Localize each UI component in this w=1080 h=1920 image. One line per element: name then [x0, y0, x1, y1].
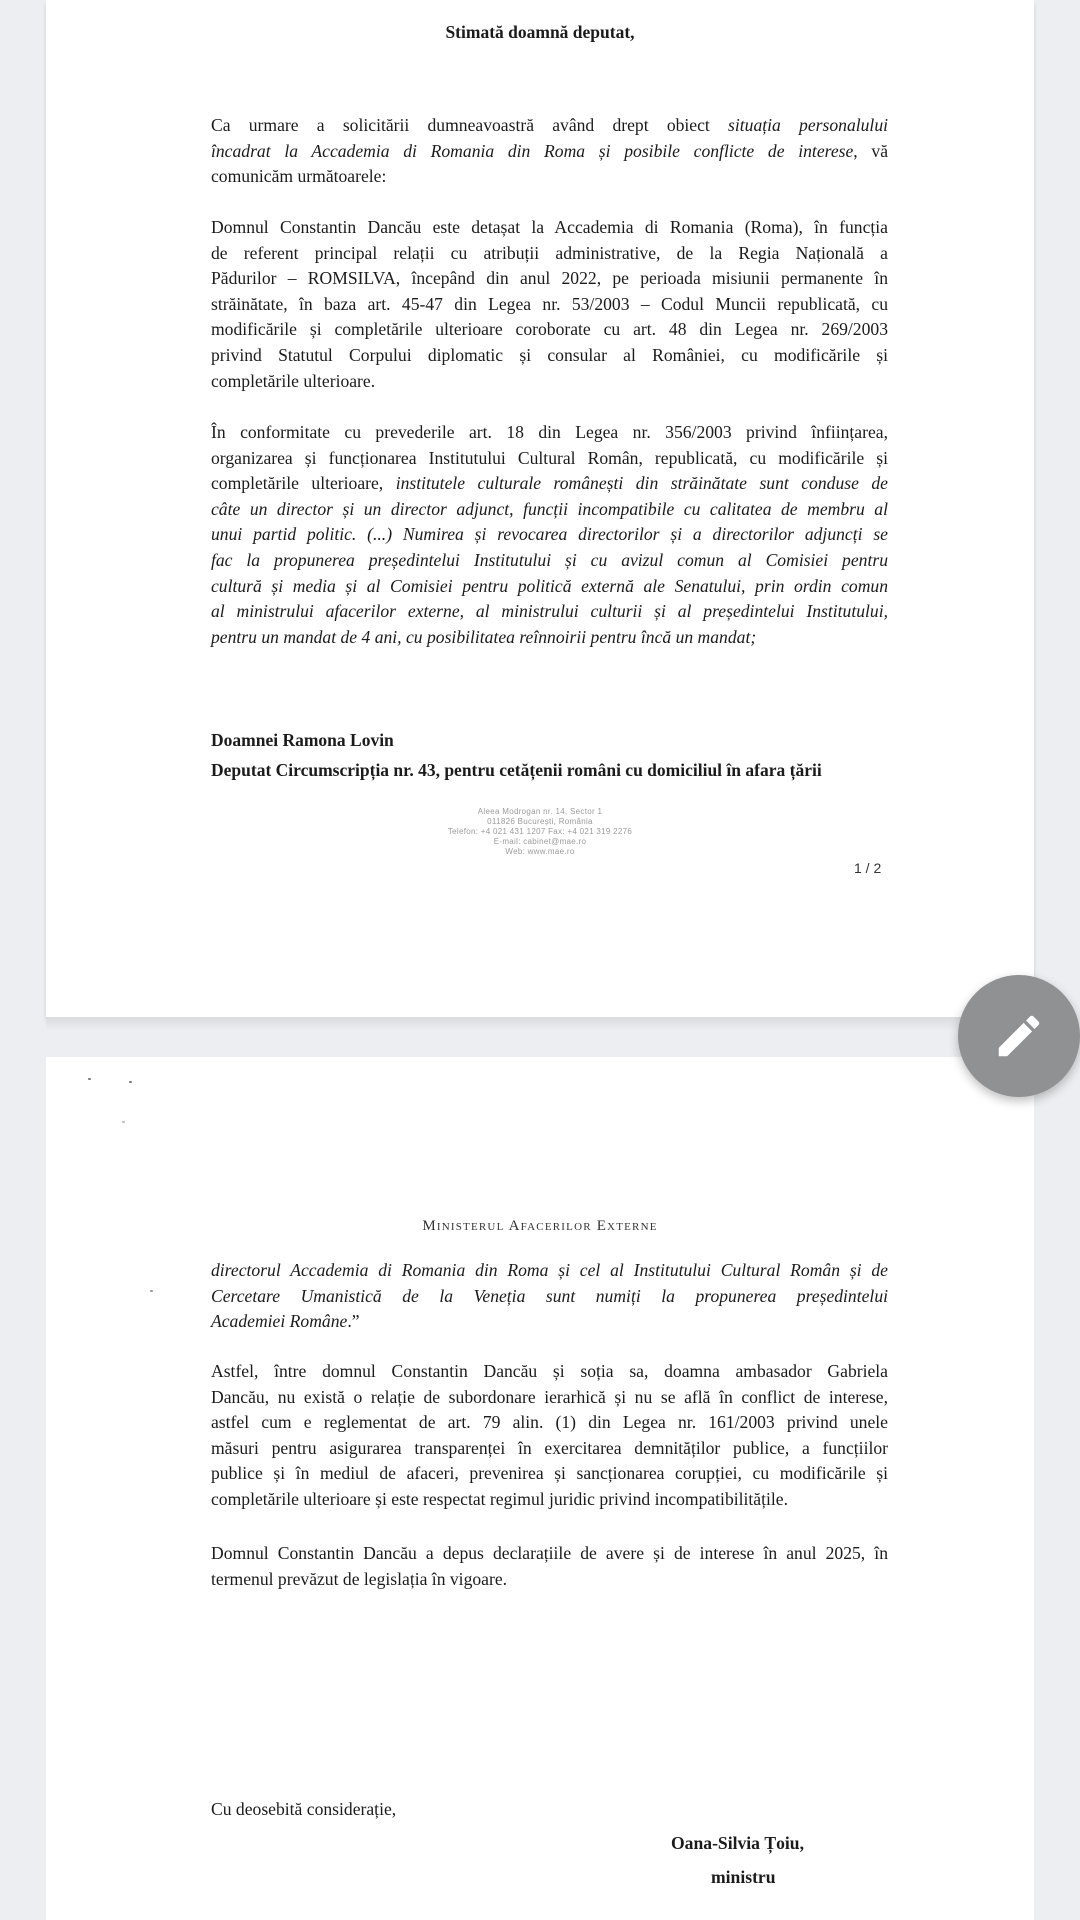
footer-web: Web: www.mae.ro — [505, 847, 575, 856]
scan-speck — [122, 1121, 125, 1123]
footer-email: E-mail: cabinet@mae.ro — [493, 837, 587, 846]
scan-speck — [88, 1078, 91, 1080]
footer-phone: Telefon: +4 021 431 1207 Fax: +4 021 319 2276 — [447, 827, 633, 836]
quote-continuation-paragraph: directorul Accademia di Romania din Roma și cel al Institutului Cultural Român și de Cercetare Umanistică de la Veneția sunt numiți la propunerea președintelui Academiei Române.” — [211, 1260, 888, 1332]
addressee-name: Doamnei Ramona Lovin — [211, 730, 394, 750]
signatory-role: ministru — [711, 1867, 776, 1887]
footer-city: 011826 București, România — [487, 817, 593, 826]
ministry-header: Ministerul Afacerilor Externe — [422, 1218, 658, 1234]
intro-paragraph: Ca urmare a solicitării dumneavoastră având drept obiect situația personalului încadrat la Accademia di Romania din Roma și posibile conflicte de interese, vă comunicăm următoarele: — [211, 115, 889, 187]
document-page-1 — [46, 0, 1034, 1017]
signatory-name: Oana-Silvia Țoiu, — [671, 1833, 804, 1853]
closing-formula: Cu deosebită considerație, — [211, 1799, 397, 1819]
relation-paragraph: Astfel, între domnul Constantin Dancău și soția sa, doamna ambasador Gabriela Dancău, nu există o relație de subordonare ierarhică și nu se află în conflict de interese, astfel cum e reglementat de art. 79 alin. (1) din Legea nr. 161/2003 privind unele măsuri pentru asigurarea transparenței în exercitarea demnităților publice, a funcțiilor publice și în mediul de afaceri, prevenirea și sancționarea corupției, cu modificările și completările ulterioare și este respectat regimul juridic privind incompatibilitățile. — [211, 1361, 888, 1509]
pencil-icon — [992, 1009, 1046, 1063]
addressee-title: Deputat Circumscripția nr. 43, pentru cetățenii români cu domiciliul în afara țării — [211, 760, 822, 780]
letterhead-footer — [46, 807, 1034, 857]
document-page-2 — [46, 1057, 1034, 1920]
declaration-paragraph: Domnul Constantin Dancău a depus declarațiile de avere și de interese în anul 2025, în termenul prevăzut de legislația în vigoare. — [211, 1543, 888, 1589]
detachment-paragraph: Domnul Constantin Dancău este detașat la Accademia di Romania (Roma), în funcția de referent principal relații cu atribuții administrative, de la Regia Națională a Pădurilor – ROMSILVA, începând din anul 2022, pe perioada misiunii permanente în străinătate, în baza art. 45-47 din Legea nr. 53/2003 – Codul Muncii republicată, cu modificările și completările ulterioare coroborate cu art. 48 din Legea nr. 269/2003 privind Statutul Corpului diplomatic și consular al României, cu modificările și completările ulterioare. — [211, 217, 888, 391]
salutation: Stimată doamnă deputat, — [445, 22, 635, 42]
page-number: 1 / 2 — [854, 860, 882, 876]
footer-address: Aleea Modrogan nr. 14, Sector 1 — [477, 807, 603, 816]
conformity-paragraph: În conformitate cu prevederile art. 18 din Legea nr. 356/2003 privind înființarea, organizarea și funcționarea Institutului Cultural Român, republicată, cu modificările și completările ulterioare, institutele culturale românești din străinătate sunt conduse de câte un director și un director adjunct, funcții incompatibile cu calitatea de membru al unui partid politic. (...) Numirea și revocarea directorilor și a directorilor adjuncți se fac la propunerea președintelui Institutului și cu avizul comun al Comisiei pentru cultură și media și al Comisiei pentru politică externă ale Senatului, prin ordin comun al ministrului afacerilor externe, al ministrului culturii și al președintelui Institutului, pentru un mandat de 4 ani, cu posibilitatea reînnoirii pentru încă un mandat; — [211, 422, 888, 647]
page-separator — [46, 1017, 1034, 1057]
scan-speck — [150, 1290, 153, 1292]
scan-speck — [129, 1081, 132, 1083]
edit-button[interactable] — [958, 975, 1080, 1097]
